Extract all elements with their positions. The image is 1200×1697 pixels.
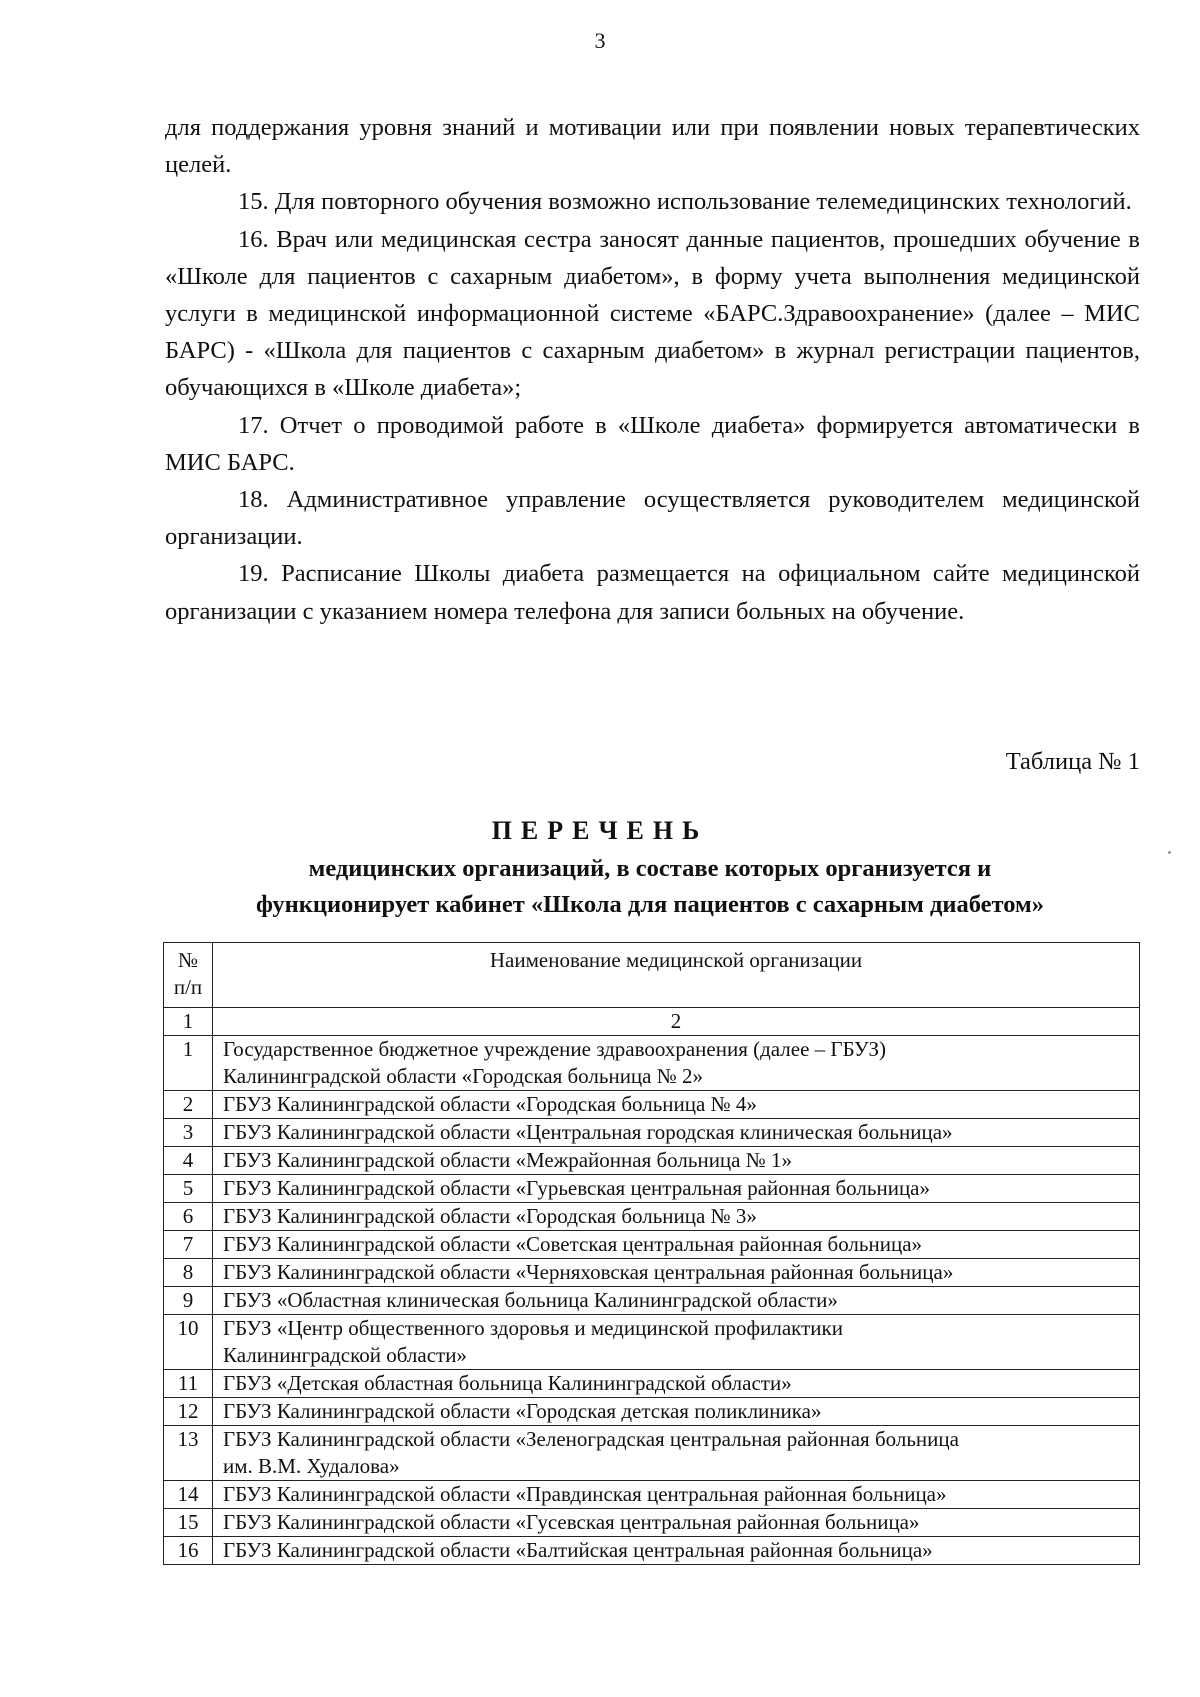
paragraph-19: 19. Расписание Школы диабета размещается на официальном сайте медицинской организации с указанием номера телефона для записи больных на обучение. [165, 560, 1140, 625]
table-row [164, 1147, 1140, 1175]
organization-name-line: ГБУЗ «Областная клиническая больница Калининградской области» [223, 1288, 838, 1312]
table-row [164, 1426, 1140, 1481]
row-number: 10 [164, 1315, 213, 1370]
organizations-table [163, 942, 1140, 1565]
table-row [164, 1175, 1140, 1203]
document-title: ПЕРЕЧЕНЬ [491, 816, 709, 845]
column-number-2: 2 [213, 1008, 1140, 1036]
table-row [164, 1231, 1140, 1259]
document-subtitle [140, 851, 1160, 923]
organization-name [213, 1287, 1140, 1315]
organization-name-line: ГБУЗ Калининградской области «Гурьевская центральная районная больница» [223, 1176, 930, 1200]
organization-name-line: ГБУЗ Калининградской области «Черняховская центральная районная больница» [223, 1260, 954, 1284]
organization-name-line: им. В.М. Худалова» [223, 1454, 400, 1478]
organization-name [213, 1091, 1140, 1119]
organization-name-line: ГБУЗ Калининградской области «Межрайонная больница № 1» [223, 1148, 793, 1172]
organization-name-line: ГБУЗ Калининградской области «Гусевская центральная районная больница» [223, 1510, 920, 1534]
organization-name-line: ГБУЗ Калининградской области «Зеленоградская центральная районная больница [223, 1427, 959, 1451]
organization-name-line: ГБУЗ Калининградской области «Правдинская центральная районная больница» [223, 1482, 947, 1506]
organization-name-line: Калининградской области» [223, 1343, 467, 1367]
organization-name [213, 1231, 1140, 1259]
row-number: 11 [164, 1370, 213, 1398]
row-number: 1 [164, 1036, 213, 1091]
column-number-1: 1 [164, 1008, 213, 1036]
row-number: 3 [164, 1119, 213, 1147]
row-number: 4 [164, 1147, 213, 1175]
paragraph-17: 17. Отчет о проводимой работе в «Школе диабета» формируется автоматически в МИС БАРС. [165, 411, 1140, 476]
organization-name-line: Государственное бюджетное учреждение здравоохранения (далее – ГБУЗ) [223, 1037, 886, 1061]
subtitle-line-2: функционирует кабинет «Школа для пациентов с сахарным диабетом» [256, 891, 1044, 918]
row-number: 13 [164, 1426, 213, 1481]
organization-name [213, 1509, 1140, 1537]
organization-name-line: ГБУЗ Калининградской области «Балтийская центральная районная больница» [223, 1538, 933, 1562]
organization-name-line: Калининградской области «Городская больница № 2» [223, 1064, 704, 1088]
row-number: 12 [164, 1398, 213, 1426]
paragraph-16: 16. Врач или медицинская сестра заносят данные пациентов, прошедших обучение в «Школе для пациентов с сахарным диабетом», в форму учета выполнения медицинской услуги в медицинской информационной системе «БАРС.Здравоохранение» (далее – МИС БАРС) - «Школа для пациентов с сахарным диабетом» в журнал регистрации пациентов, обучающихся в «Школе диабета»; [165, 225, 1140, 402]
organization-name [213, 1426, 1140, 1481]
column-numbers-row [164, 1008, 1140, 1036]
table-row [164, 1287, 1140, 1315]
row-number: 9 [164, 1287, 213, 1315]
organization-name-line: ГБУЗ Калининградской области «Городская детская поликлиника» [223, 1399, 822, 1423]
paragraph-continuation: для поддержания уровня знаний и мотивации или при появлении новых терапевтических целей. [165, 114, 1140, 179]
table-row [164, 1509, 1140, 1537]
body-text [165, 109, 1140, 630]
table-caption: Таблица № 1 [1005, 748, 1140, 775]
paragraph-18: 18. Административное управление осуществляется руководителем медицинской организации. [165, 486, 1140, 551]
table-header-row [164, 943, 1140, 1008]
organization-name-line: ГБУЗ Калининградской области «Городская больница № 3» [223, 1204, 757, 1228]
row-number: 15 [164, 1509, 213, 1537]
table-row [164, 1398, 1140, 1426]
organization-name [213, 1203, 1140, 1231]
scan-speck [1168, 851, 1171, 854]
table-row [164, 1091, 1140, 1119]
row-number: 5 [164, 1175, 213, 1203]
subtitle-line-1: медицинских организаций, в составе которых организуется и [308, 855, 992, 882]
table-row [164, 1481, 1140, 1509]
header-number-symbol: № [177, 948, 199, 972]
organization-name [213, 1370, 1140, 1398]
row-number: 7 [164, 1231, 213, 1259]
organization-name [213, 1481, 1140, 1509]
organization-name [213, 1175, 1140, 1203]
organization-name [213, 1315, 1140, 1370]
header-number-abbr: п/п [173, 975, 203, 999]
table-row [164, 1203, 1140, 1231]
organization-name [213, 1259, 1140, 1287]
paragraph-15: 15. Для повторного обучения возможно использование телемедицинских технологий. [238, 188, 1132, 216]
organization-name-line: ГБУЗ «Центр общественного здоровья и медицинской профилактики [223, 1316, 843, 1340]
organization-name [213, 1036, 1140, 1091]
organization-name [213, 1398, 1140, 1426]
row-number: 8 [164, 1259, 213, 1287]
table-row [164, 1119, 1140, 1147]
table-row [164, 1036, 1140, 1091]
row-number: 14 [164, 1481, 213, 1509]
table-row [164, 1537, 1140, 1565]
organization-name-line: ГБУЗ «Детская областная больница Калининградской области» [223, 1371, 792, 1395]
row-number: 16 [164, 1537, 213, 1565]
organization-name [213, 1147, 1140, 1175]
header-name-cell: Наименование медицинской организации [213, 943, 1140, 1008]
organization-name [213, 1537, 1140, 1565]
organization-name-line: ГБУЗ Калининградской области «Центральная городская клиническая больница» [223, 1120, 953, 1144]
table-row [164, 1259, 1140, 1287]
organization-name-line: ГБУЗ Калининградской области «Советская центральная районная больница» [223, 1232, 923, 1256]
table-row [164, 1370, 1140, 1398]
page-number: 3 [594, 28, 606, 53]
organization-name-line: ГБУЗ Калининградской области «Городская больница № 4» [223, 1092, 757, 1116]
organization-name [213, 1119, 1140, 1147]
header-number-cell [164, 943, 213, 1008]
row-number: 6 [164, 1203, 213, 1231]
table-row [164, 1315, 1140, 1370]
row-number: 2 [164, 1091, 213, 1119]
